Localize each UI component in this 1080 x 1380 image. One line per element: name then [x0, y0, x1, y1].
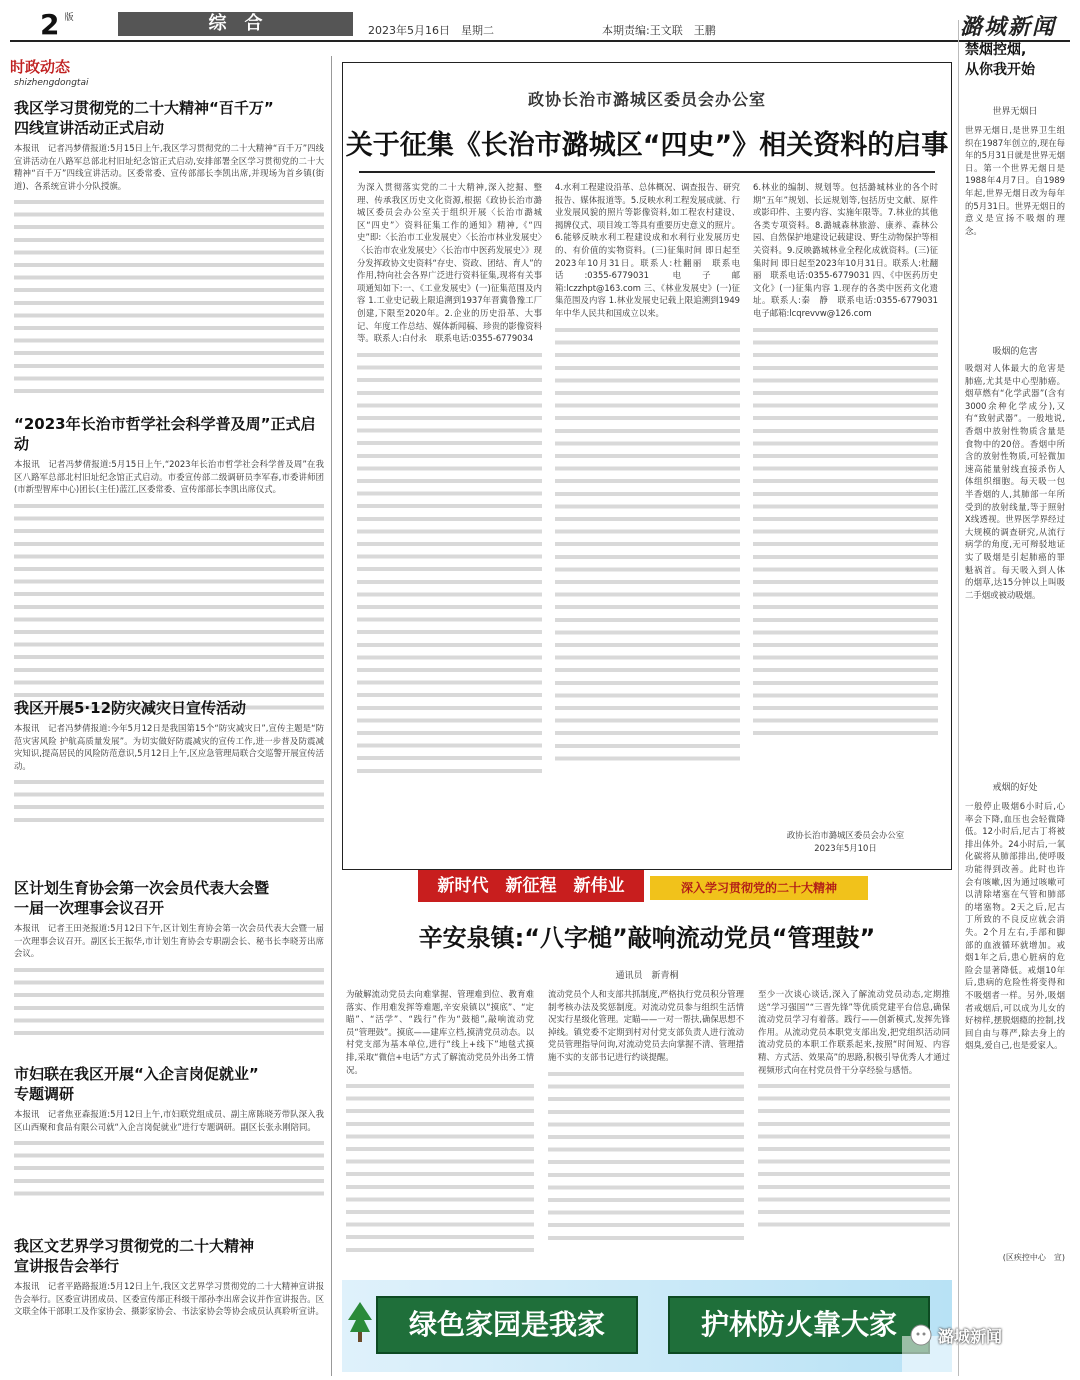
feature-banner	[418, 870, 868, 904]
notice-signoff	[753, 829, 938, 854]
article	[14, 414, 324, 716]
sidebar-text: 一般停止吸烟6小时后,心率会下降,血压也会轻微降低。12小时后,尼古丁将被排出体外。24小时后,一氧化碳将从肺部排出,使呼吸功能得到改善。此时也许会有咳嗽,因为通过咳嗽可以清除堵塞在气管和肺部的堵塞物。2天之后,尼古丁所致的不良反应就会消失。2个月左右,手部和脚部的血液循环就增加。戒烟1年之后,患心脏病的危险会显著降低。戒烟10年后,患病的危险性将变得和不吸烟者一样。另外,吸烟者戒烟后,可以成为儿女的好榜样,摆脱烟瘾的控制,找回自由与尊严,除去身上的烟臭,爱自己,也是爱家人。	[965, 801, 1065, 1051]
banner-red-text: 新时代 新征程 新伟业	[437, 876, 625, 896]
article-body: 本报讯 记者冯梦倩报道:5月15日上午,我区学习贯彻党的二十大精神“百千万”四线宣讲活动在八路军总部北村旧址纪念馆正式启动,安排部署全区学习贯彻党的二十大精神“百千万”四线宣讲活动。区委常委、宣传部部长李凯出席,并现场为首乡镇(街道)、各系统宣讲小分队授旗。	[14, 143, 324, 191]
sidebar-subhead: 吸烟的危害	[992, 347, 1038, 357]
watermark-text: 潞城新闻	[938, 1327, 1003, 1346]
article	[14, 698, 324, 826]
sidebar-title	[965, 40, 1069, 80]
sidebar-subhead: 戒烟的好处	[992, 783, 1038, 793]
text-filler	[357, 349, 542, 779]
feature-text: 至少一次谈心谈话,深入了解流动党员动态,定期推送“学习强国”“三晋先锋”等优质党建平台信息,确保流动党员学习有着落。践行——创新模式,发挥先锋作用。从流动党员本职党支部出发,把党组织活动同流动党员的本职工作联系起来,按照“时间短、内容精、方式活、效果高”的思路,积极引导优秀人才通过视频形式向在村党员骨干分享经验与感悟。	[758, 989, 950, 1075]
article-body: 本报讯 记者冯梦倩报道:今年5月12日是我国第15个“防灾减灾日”,宣传主题是“防范灾害风险 护航高质量发展”。为切实做好防震减灾的宣传工作,进一步普及防震减灾知识,提高居民的风险防范意识,5月12日上午,区应急管理局联合交巡警开展宣传活动。	[14, 723, 324, 771]
feature-byline: 通讯员 新青桐	[615, 971, 679, 981]
article-title: 一届一次理事会议召开	[14, 899, 165, 917]
wechat-icon	[910, 1324, 932, 1346]
article-body: 本报讯 记者冯梦倩报道:5月15日上午,“2023年长治市哲学社会科学普及周”在我区八路军总部北村旧址纪念馆正式启动。市委宣传部二级调研员李军春,市委讲师团(市新型智库中心)团长(主任)蓝江,区委常委、宣传部部长李凯出席仪式。	[14, 459, 324, 495]
banner-red	[418, 870, 644, 902]
sidebar-subhead: 世界无烟日	[992, 107, 1038, 117]
notice-col-2	[555, 181, 740, 764]
editors: 本期责编:王文联 王鹏	[602, 24, 716, 37]
column-pinyin: shizhengdongtai	[14, 78, 89, 88]
notice-box	[342, 62, 952, 870]
article-title: 宣讲报告会举行	[14, 1257, 120, 1275]
banner-yellow-text: 深入学习贯彻党的二十大精神	[680, 881, 837, 895]
article-title: 四线宣讲活动正式启动	[14, 119, 165, 137]
article-title: 区计划生育协会第一次会员代表大会暨	[14, 879, 270, 897]
article-title: “2023年长治市哲学社会科学普及周”正式启动	[14, 415, 316, 453]
banner-yellow	[650, 876, 868, 900]
article-body: 本报讯 记者焦亚森报道:5月12日上午,市妇联党组成员、副主席陈晓芳带队深入我区山西聚和食品有限公司就“入企言岗促就业”进行专题调研。副区长张永刚陪同。	[14, 1109, 324, 1132]
signoff-date: 2023年5月10日	[814, 842, 877, 853]
slogan-1: 绿色家园是我家	[408, 1308, 605, 1341]
text-filler	[14, 964, 324, 1040]
sidebar	[958, 20, 1072, 1376]
sidebar-title-line2: 从你我开始	[965, 62, 1035, 78]
article	[14, 1236, 324, 1318]
article	[14, 878, 324, 1040]
article-title: 市妇联在我区开展“入企言岗促就业”	[14, 1065, 259, 1083]
sidebar-source: (区疾控中心 宣)	[1002, 1253, 1065, 1262]
article	[14, 1064, 324, 1201]
column-label: 时政动态	[10, 58, 71, 76]
page-number-badge	[40, 10, 98, 40]
article-title: 专题调研	[14, 1085, 75, 1103]
sidebar-title-line1: 禁烟控烟,	[965, 42, 1027, 58]
notice-text: 为深入贯彻落实党的二十大精神,深入挖掘、整理、传承我区历史文化资源,根据《政协长治市潞城区委员会办公室关于组织开展〈长治市潞城区“四史”〉资料征集工作的通知》精神,《“四史”即:〈长治市工业发展史〉〈长治市林业发展史〉〈长治市农业发展史〉〈长治市中医药发展史〉》现分发挥政协文史资料“存史、资政、团结、育人”的作用,特向社会各界广泛进行资料征集,现将有关事项通知如下:一、《工业发展史》(一)征集范围及内容 1.工业史记载上限追溯到1937年晋冀鲁豫工厂创建,下限至2020年。2.企业的历史沿革、大事记、年度工作总结、媒体新闻稿、珍贵的影像资料等。联系人:白付永 联系电话:0355-6779034	[357, 182, 542, 344]
tree-icon	[348, 1302, 372, 1342]
article-title: 我区文艺界学习贯彻党的二十大精神	[14, 1237, 255, 1255]
feature-col-3	[758, 988, 950, 1230]
notice-title: 关于征集《长治市潞城区“四史”》相关资料的启事	[345, 130, 949, 161]
feature-text: 流动党员个人和支部共抓制度,严格执行党员积分管理制考核办法及奖惩制度。对流动党员参与组织生活情况实行星级化管理。定瞄——一对一帮扶,确保思想不掉线。镇党委不定期到村对付党支部负责人进行流动党员管理指导问询,对流动党员去向掌握不清、管理措施不实的支部书记进行约谈提醒。	[548, 989, 744, 1062]
text-filler	[555, 324, 740, 764]
slogan-box-2	[668, 1296, 930, 1354]
signoff-org: 政协长治市潞城区委员会办公室	[786, 830, 905, 840]
article	[14, 98, 324, 396]
article-body: 本报讯 记者平路路报道:5月12日上午,我区文艺界学习贯彻党的二十大精神宣讲报告会举行。区委宣讲团成员、区委宣传部正科级干部孙李出席会议并作宣讲报告。区文联全体干部职工及作家协会、摄影家协会、书法家协会等协会成员认真聆听宣讲。	[14, 1281, 324, 1317]
issue-date: 2023年5月16日 星期二	[368, 24, 494, 37]
title-rule	[359, 171, 935, 173]
notice-col-3	[753, 181, 938, 742]
slogan-box-1	[376, 1296, 638, 1354]
text-filler	[346, 1080, 534, 1260]
column-label-block	[10, 56, 331, 94]
feature-col-2	[548, 988, 744, 1248]
text-filler	[14, 1137, 324, 1201]
page-number: 2	[40, 8, 60, 41]
feature-text: 为破解流动党员去向难掌握、管理难到位、教育难落实、作用难发挥等难题,辛安泉镇以“摸底”、“定瞄”、“活学”、“践行”作为“鼓槌”,敲响流动党员“管理鼓”。摸底——建库立档,摸清党员动态。以村党支部为基本单位,进行“线上+线下”地毯式摸排,采取“微信+电话”方式了解流动党员外出务工情况。	[346, 989, 534, 1075]
text-filler	[753, 324, 938, 742]
bottom-banner	[342, 1280, 952, 1372]
article-title: 我区开展5·12防灾减灾日宣传活动	[14, 699, 247, 717]
masthead-logo: 潞城新闻	[959, 15, 1056, 40]
feature-col-1	[346, 988, 534, 1260]
notice-col-1	[357, 181, 542, 779]
notice-text: 4.水利工程建设沿革、总体概况、调查报告、研究报告、媒体报道等。5.反映水利工程发展成就、行业发展风貌的照片等影像资料,如工程农村建设、揭牌仪式、项目竣工等具有重要历史意义的照片。6.能够反映水利工程建设成和水利行业发展历史的、有价值的实物资料。(三)征集时间 即日起至2023年10月31日。联系人:杜翻丽 联系电话:0355-6779031 电子邮箱:lczzhpt@163.com 三、《林业发展史》(一)征集范围及内容 1.林业发展史记载上限追溯到1949年中华人民共和国成立以来。	[555, 182, 740, 318]
section-banner	[118, 12, 353, 36]
sidebar-text: 世界无烟日,是世界卫生组织在1987年创立的,现在每年的5月31日就是世界无烟日。第一个世界无烟日是1988年4月7日。自1989年起,世界无烟日改为每年的5月31日。世界无烟日的意义是宣扬不吸烟的理念。	[965, 125, 1065, 236]
page-header	[10, 8, 1070, 42]
text-filler	[758, 1080, 950, 1230]
section-title: 综 合	[208, 13, 263, 34]
notice-issuer: 政协长治市潞城区委员会办公室	[527, 90, 766, 109]
left-column	[10, 56, 332, 1376]
article-title: 我区学习贯彻党的二十大精神“百千万”	[14, 99, 274, 117]
text-filler	[14, 196, 324, 396]
sidebar-text: 吸烟对人体最大的危害是肺癌,尤其是中心型肺癌。烟草燃有“化学武器”(含有3000余种化学成分),又有“致射武器”。一般地说,香烟中放射性物质含量是食物中的20倍。香烟中所含的放射性物质,可轻微加速高能量射线直接杀伤人体组织细胞。每天吸一包半香烟的人,其肺部一年所受到的放射线量,等于照射X线透视。世界医学界经过大规模的调查研究,从流行病学的角度,无可辩驳地证实了吸烟是引起肺癌的罪魁祸首。每天吸入到人体的烟草,达15分钟以上叫吸二手烟或被动吸烟。	[965, 363, 1065, 600]
article-body: 本报讯 记者王田尧报道:5月12日下午,区计划生育协会第一次会员代表大会暨一届一次理事会议召开。副区长王振华,市计划生育协会专职副会长、秘书长李晓芳出席会议。	[14, 923, 324, 959]
slogan-2: 护林防火靠大家	[700, 1308, 897, 1341]
text-filler	[548, 1068, 744, 1248]
text-filler	[14, 776, 324, 826]
notice-text: 6.林业的编制、规划等。包括潞城林业的各个时期“五年”规划、长远规划等,包括历史文献、原件或影印件、主要内容、实施年限等。7.林业的其他各类专项资料。8.潞城森林旅游、康养、森林公园、自然保护地建设记载建设、野生动物保护等相关资料。9.反映潞城林业全程化成就资料。(三)征集时间 即日起至2023年10月31日。联系人:杜翻丽 联系电话:0355-6779031 四、《中医药历史文化》(一)征集内容 1.现存的各类中医药文化遗址。联系人:秦 静 联系电话:0355-6779031 电子邮箱:lcqrevvw@126.com	[753, 182, 938, 318]
text-filler	[14, 500, 324, 716]
page-suffix: 版	[64, 13, 74, 23]
feature-title: 辛安泉镇:“八字槌”敲响流动党员“管理鼓”	[418, 924, 876, 952]
